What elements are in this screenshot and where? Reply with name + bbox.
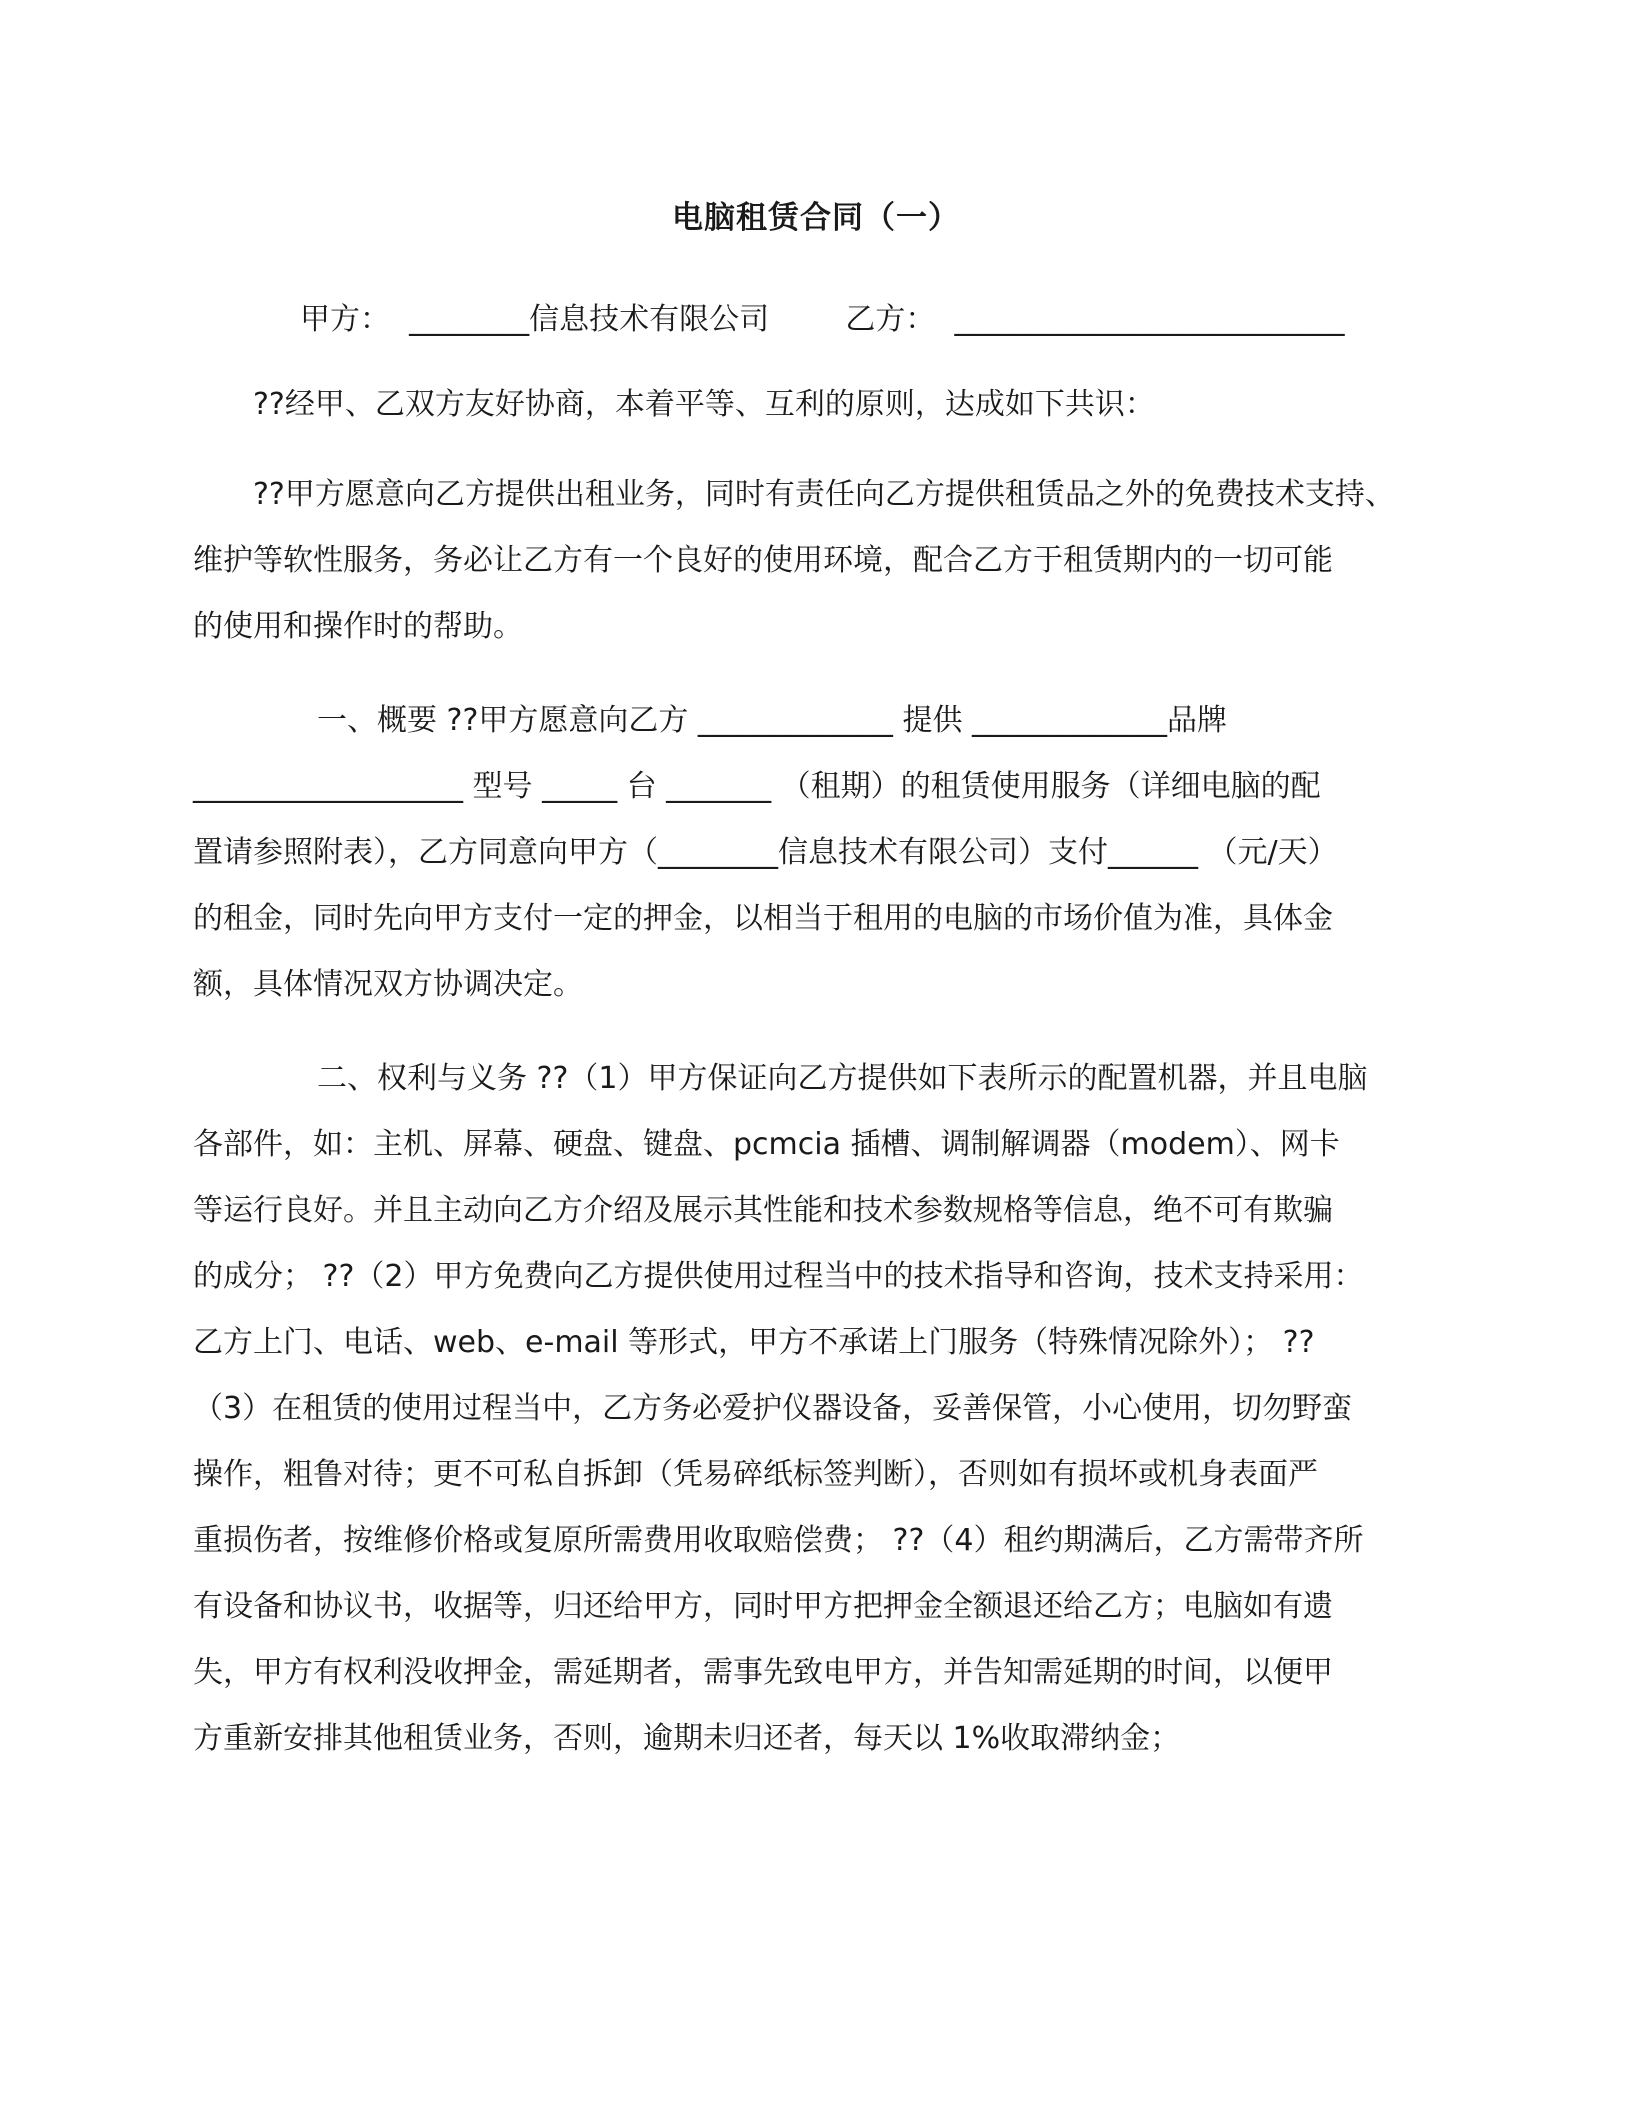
rights-line: 各部件，如：主机、屏幕、硬盘、键盘、pcmcia 插槽、调制解调器（modem）、网卡 — [193, 1127, 1340, 1162]
party-a: 甲方： ________信息技术有限公司 — [300, 302, 770, 337]
document-title: 电脑租赁合同（一） — [672, 200, 960, 236]
rights-line: （3）在租赁的使用过程当中，乙方务必爱护仪器设备，妥善保管，小心使用，切勿野蛮 — [193, 1391, 1353, 1426]
overview-line: __________________ 型号 _____ 台 _______ （租期）的租赁使用服务（详细电脑的配 — [193, 769, 1321, 804]
rights-line: 失，甲方有权利没收押金，需延期者，需事先致电甲方，并告知需延期的时间，以便甲 — [193, 1655, 1333, 1690]
overview-section — [193, 688, 1453, 1018]
overview-line: 额，具体情况双方协调决定。 — [193, 967, 583, 1002]
rights-line: 重损伤者，按维修价格或复原所需费用收取赔偿费； ??（4）租约期满后，乙方需带齐所 — [193, 1523, 1364, 1558]
overview-line: 一、概要 ??甲方愿意向乙方 _____________ 提供 _____________品牌 — [317, 703, 1227, 738]
rights-line: 有设备和协议书，收据等，归还给甲方，同时甲方把押金全额退还给乙方；电脑如有遗 — [193, 1589, 1333, 1624]
intro-paragraph — [193, 372, 1453, 438]
service-line: 的使用和操作时的帮助。 — [193, 609, 523, 644]
intro-line: ??经甲、乙双方友好协商，本着平等、互利的原则，达成如下共识： — [253, 387, 1155, 422]
service-line: ??甲方愿意向乙方提供出租业务，同时有责任向乙方提供租赁品之外的免费技术支持、 — [253, 477, 1395, 512]
overview-line: 的租金，同时先向甲方支付一定的押金，以相当于租用的电脑的市场价值为准，具体金 — [193, 901, 1333, 936]
service-paragraph — [193, 462, 1453, 660]
rights-line: 等运行良好。并且主动向乙方介绍及展示其性能和技术参数规格等信息，绝不可有欺骗 — [193, 1193, 1333, 1228]
rights-line: 二、权利与义务 ??（1）甲方保证向乙方提供如下表所示的配置机器，并且电脑 — [317, 1061, 1368, 1096]
parties-line — [300, 294, 1344, 338]
rights-line: 方重新安排其他租赁业务，否则，逾期未归还者，每天以 1%收取滞纳金； — [193, 1721, 1181, 1756]
party-b: 乙方： __________________________ — [845, 302, 1345, 337]
rights-line: 乙方上门、电话、web、e-mail 等形式，甲方不承诺上门服务（特殊情况除外）； ?? — [193, 1325, 1315, 1360]
rights-line: 操作，粗鲁对待；更不可私自拆卸（凭易碎纸标签判断），否则如有损坏或机身表面严 — [193, 1457, 1318, 1492]
rights-line: 的成分； ??（2）甲方免费向乙方提供使用过程当中的技术指导和咨询，技术支持采用： — [193, 1259, 1364, 1294]
overview-line: 置请参照附表），乙方同意向甲方（________信息技术有限公司）支付______ （元/天） — [193, 835, 1338, 870]
rights-section — [193, 1046, 1453, 1772]
service-line: 维护等软性服务，务必让乙方有一个良好的使用环境，配合乙方于租赁期内的一切可能 — [193, 543, 1333, 578]
